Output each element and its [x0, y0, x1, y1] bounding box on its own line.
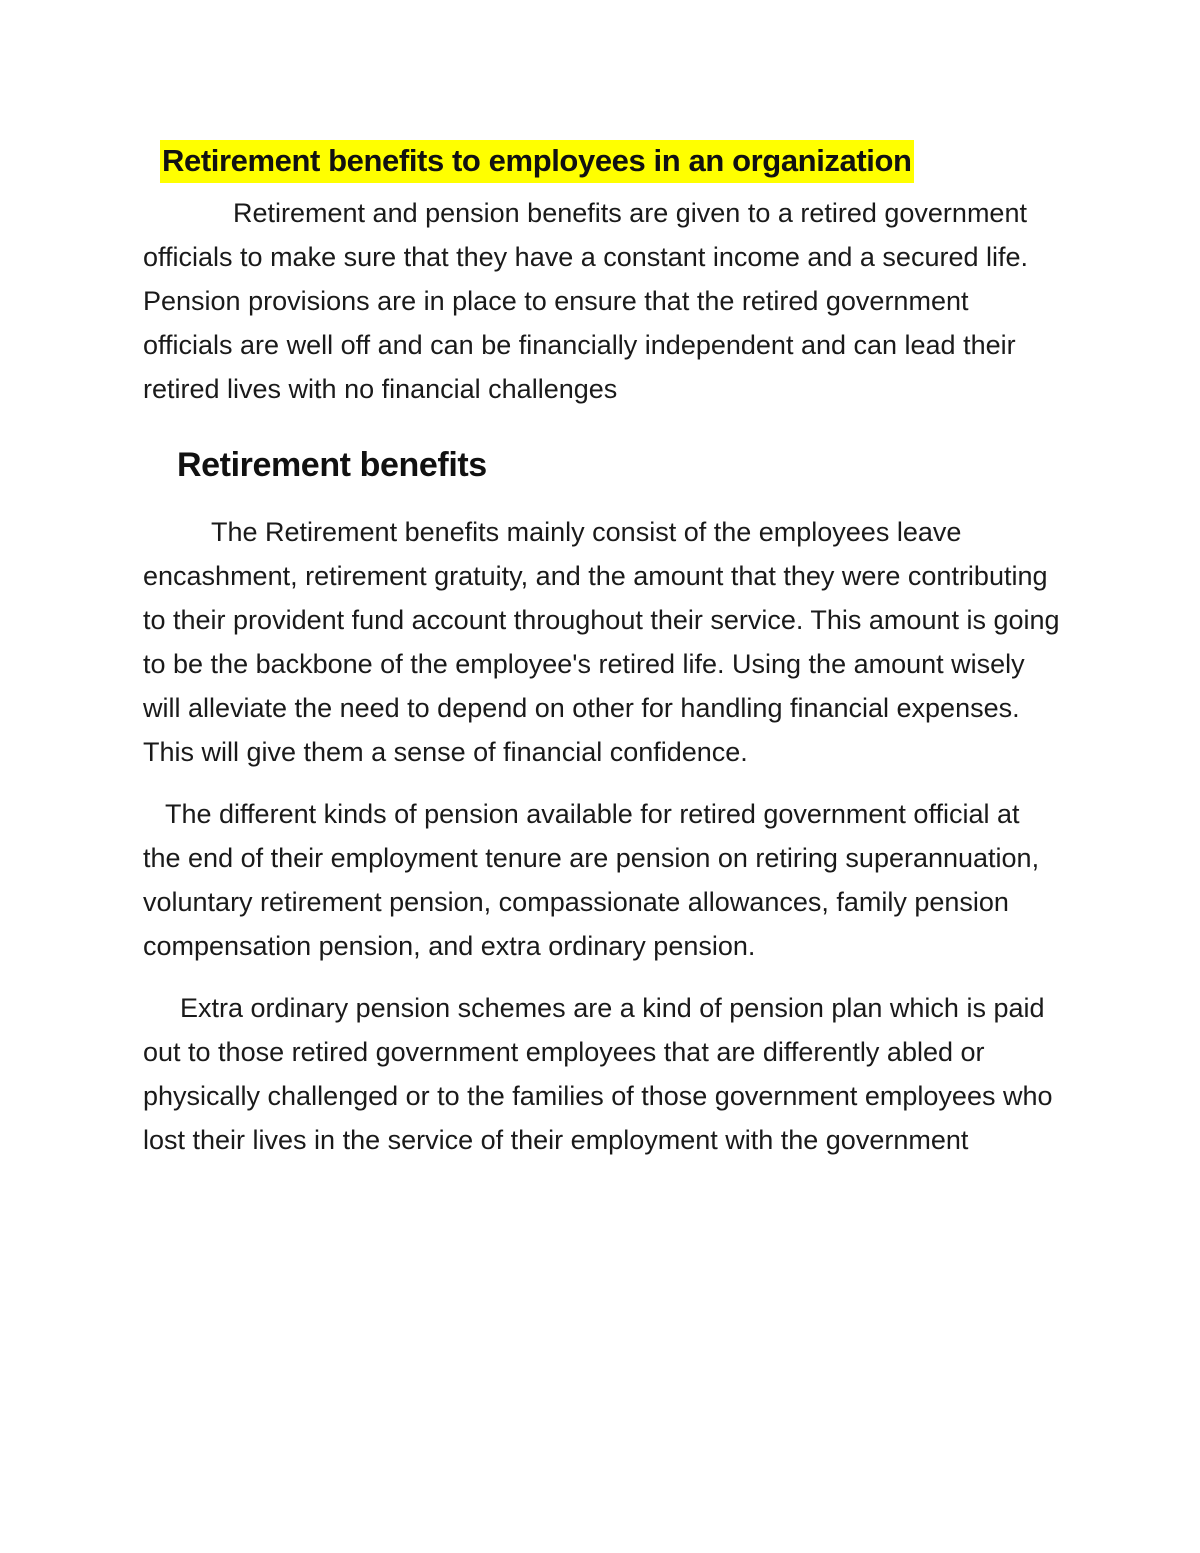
intro-paragraph: Retirement and pension benefits are given to a retired government officials to make sure that they have a constant income and a secured life. Pension provisions are in place to ensure that the retired government officials are well off and can be financially independent and can lead their retired lives with no financial challenges — [143, 198, 1029, 404]
document-title — [160, 138, 1063, 184]
title-highlight: Retirement benefits to employees in an organization — [160, 140, 914, 183]
retirement-benefits-paragraph: The Retirement benefits mainly consist of the employees leave encashment, retirement gratuity, and the amount that they were contributing to their provident fund account throughout their service. This amount is going to be the backbone of the employee's retired life. Using the amount wisely will alleviate the need to depend on other for handling financial expenses. This will give them a sense of financial confidence. — [143, 517, 1060, 767]
document-page — [143, 138, 1063, 1162]
extra-ordinary-pension-paragraph: Extra ordinary pension schemes are a kind of pension plan which is paid out to those retired government employees that are differently abled or physically challenged or to the families of those government employees who lost their lives in the service of their employment with the government — [143, 993, 1053, 1155]
pension-kinds-paragraph: The different kinds of pension available for retired government official at the end of their employment tenure are pension on retiring superannuation, voluntary retirement pension, compassionate allowances, family pension compensation pension, and extra ordinary pension. — [143, 799, 1040, 961]
section-heading-retirement-benefits: Retirement benefits — [177, 446, 487, 484]
